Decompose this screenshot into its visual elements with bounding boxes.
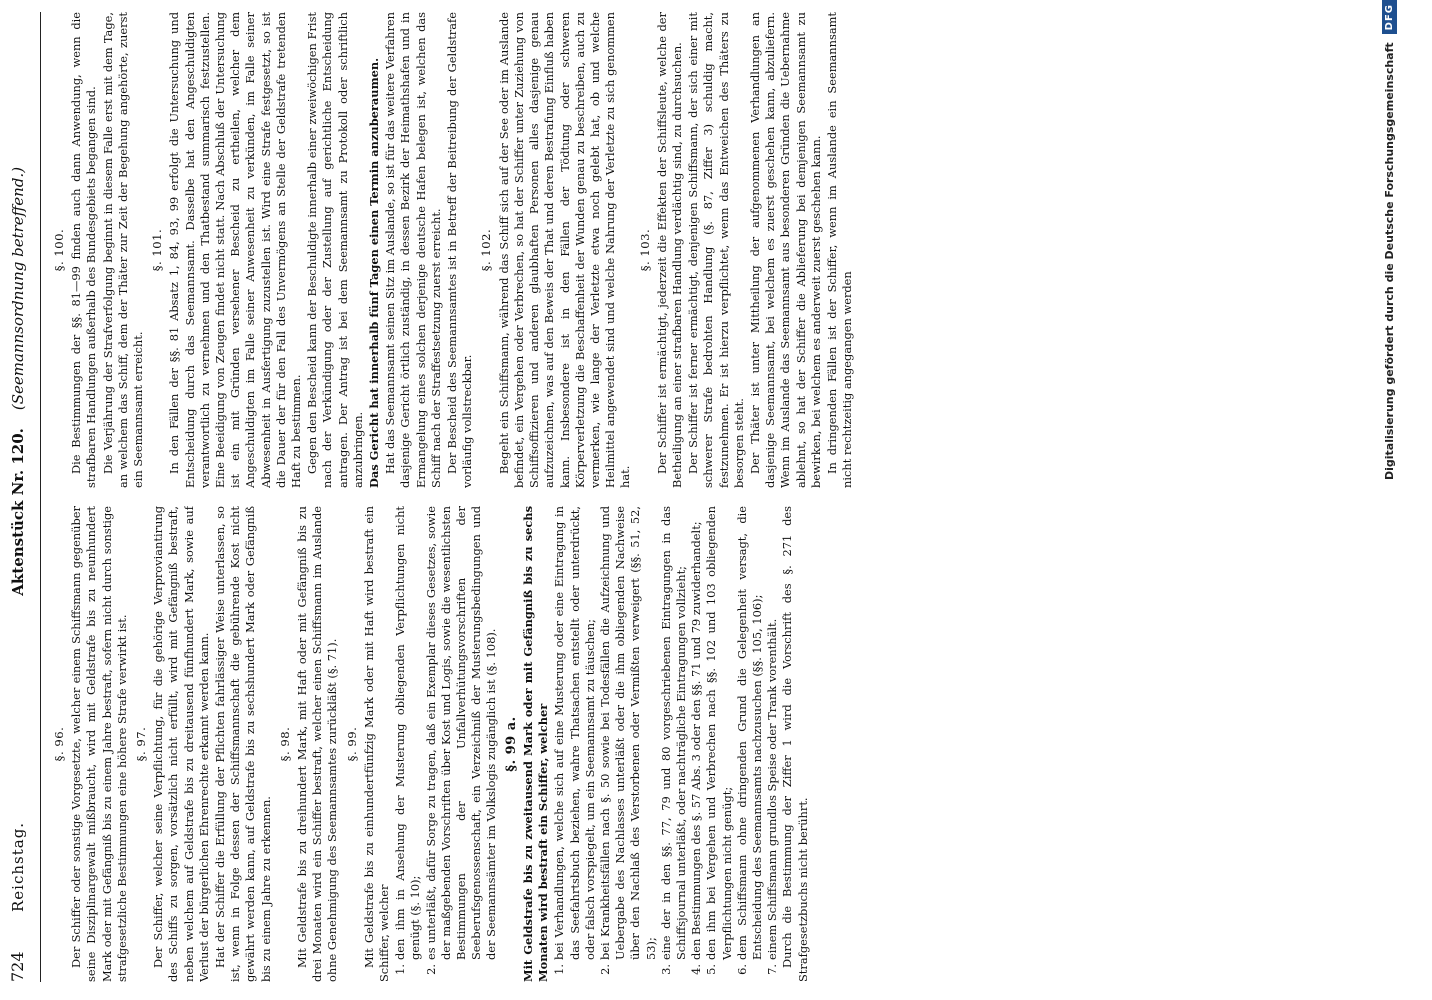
list-item-text: es unterläßt, dafür Sorge zu tragen, daß ein Exemplar dieses Gesetzes, sowie der maßgebenden Vorschriften über Kost und Logis, sowie die wesentlichsten Bestimmungen der Unfallverhütungsvorschriften der Seeberufsgenossenschaft, ein Verzeichniß der Musterungsbedingungen und der Seemannsämter im Volkslogis zugänglich ist (§. 108). xyxy=(423,506,499,960)
paragraph: Der Bescheid des Seemannsamtes ist in Betreff der Beitreibung der Geldstrafe vorläufig vollstreckbar. xyxy=(445,12,475,488)
list-item-text: einem Schiffsmann grundlos Speise oder Trank vorenthält. xyxy=(765,618,780,960)
text-columns xyxy=(48,12,1432,982)
list-item: 6. dem Schiffsmann ohne dringenden Grund die Gelegenheit versagt, die Entscheidung des Seemannsamts nachzusuchen (§§. 105, 106); xyxy=(734,506,764,975)
aktenstueck-label: Aktenstück Nr. 120. xyxy=(9,428,27,596)
section-title: §. 96. xyxy=(52,726,66,762)
list-item-text: dem Schiffsmann ohne dringenden Grund die Gelegenheit versagt, die Entscheidung des Seemannsamts nachzusuchen (§§. 105, 106); xyxy=(734,506,764,960)
list-item: 5. den ihm bei Vergehen und Verbrechen nach §§. 102 und 103 obliegenden Verpflichtungen nicht genügt; xyxy=(704,506,734,975)
section-title: §. 102. xyxy=(479,228,494,272)
section-title: §. 103. xyxy=(637,228,652,272)
list-item-text: bei Verhandlungen, welche sich auf eine Musterung oder eine Eintragung in das Seefahrtsbuch beziehen, wahre Thatsachen entstellt oder unterdrückt, oder falsch vorspiegelt, um ein Seemannsamt zu täuschen; xyxy=(552,506,597,960)
paragraph: In den Fällen der §§. 81 Absatz 1, 84, 93, 99 erfolgt die Untersuchung und Entscheidung durch das Seemannsamt. Dasselbe hat den Angeschuldigten verantwortlich zu vernehmen und den Thatbestand summarisch festzustellen. Eine Beeidigung von Zeugen findet nicht statt. Nach Abschluß der Untersuchung ist ein mit Gründen versehener Bescheid zu ertheilen, welcher dem Angeschuldigten im Falle seiner Anwesenheit zu verkünden, im Falle seiner Abwesenheit in Ausfertigung zuzustellen ist. Wird eine Strafe festgesetzt, so ist die Dauer der für den Fall des Unvermögens an Stelle der Geldstrafe tretenden Haft zu bestimmen. xyxy=(167,12,304,488)
section-title: §. 97. xyxy=(134,726,149,762)
page-header xyxy=(8,12,36,982)
left-column xyxy=(48,506,1432,982)
digitization-footer xyxy=(1364,0,1414,1000)
list-item-text: den ihm bei Vergehen und Verbrechen nach §§. 102 und 103 obliegenden Verpflichtungen nicht genügt; xyxy=(704,506,734,960)
list-item-text: den ihm in Ansehung der Musterung obliegenden Verpflichtungen nicht genügt (§. 10); xyxy=(393,506,423,960)
list-item-text: den Bestimmungen des §. 57 Abs. 3 oder den §§. 71 und 79 zuwiderhandelt; xyxy=(689,521,704,960)
paragraph: Mit Geldstrafe bis zu einhundertfünfzig Mark oder mit Haft wird bestraft ein Schiffer, welcher xyxy=(361,506,392,982)
paragraph: Der Schiffer oder sonstige Vorgesetzte, welcher einem Schiffsmann gegenüber seine Disziplinargewalt mißbraucht, wird mit Geldstrafe bis zu neunhundert Mark oder mit Gefängniß bis zu einem Jahre bestraft, sofern nicht durch sonstige strafgesetzliche Bestimmungen eine höhere Strafe verwirkt ist. xyxy=(69,506,129,982)
page-number: 724 xyxy=(8,951,27,982)
digitization-note: Digitalisierung gefördert durch die Deutsche Forschungsgemeinschaft xyxy=(1382,42,1396,481)
ordnung-label: (Seemannsordnung betreffend.) xyxy=(9,166,27,411)
section-title: §. 100. xyxy=(52,228,66,272)
section-title: §. 101. xyxy=(150,228,165,272)
list-item: 7. einem Schiffsmann grundlos Speise oder Trank vorenthält. xyxy=(765,506,780,982)
paragraph: Hat der Schiffer die Erfüllung der Pflichten fahrlässiger Weise unterlassen, so ist, wenn in Folge dessen der Schiffsmannschaft die gebührende Kost nicht gewährt werden kann, auf Geldstrafe bis zu sechshundert Mark oder Gefängniß bis zu einem Jahre zu erkennen. xyxy=(213,506,273,982)
paragraph: Durch die Bestimmung der Ziffer 1 wird die Vorschrift des §. 271 des Strafgesetzbuchs nicht berührt. xyxy=(780,506,810,982)
paragraph: In dringenden Fällen ist der Schiffer, wenn im Auslande ein Seemannsamt nicht rechtzeitig angegangen werden xyxy=(824,12,855,488)
header-rule xyxy=(40,12,41,982)
dfg-logo: DFG xyxy=(1382,0,1397,34)
list-item: 4. den Bestimmungen des §. 57 Abs. 3 oder den §§. 71 und 79 zuwiderhandelt; xyxy=(689,506,704,982)
paragraph: Gegen den Bescheid kann der Beschuldigte innerhalb einer zweiwöchigen Frist nach der Verkündigung oder der Zustellung auf gerichtliche Entscheidung antragen. Der Antrag ist bei dem Seemannsamt zu Protokoll oder schriftlich anzubringen. xyxy=(305,12,365,488)
section-title: §. 98. xyxy=(277,726,292,762)
list-item: 2. bei Krankheitsfällen nach §. 50 sowie bei Todesfällen die Aufzeichnung und Uebergabe des Nachlasses unterläßt oder die ihm obliegenden Nachweise über den Nachlaß des Verstorbenen oder Vermißten verweigert (§§. 51, 52, 53); xyxy=(597,506,658,975)
list-item: 3. eine der in den §§. 77, 79 und 80 vorgeschriebenen Eintragungen in das Schiffsjournal unterläßt, oder nachträgliche Eintragungen vollzieht; xyxy=(658,506,688,975)
section-title: §. 99. xyxy=(344,726,359,762)
list-item: 2. es unterläßt, dafür Sorge zu tragen, daß ein Exemplar dieses Gesetzes, sowie der maßgebenden Vorschriften über Kost und Logis, sowie die wesentlichsten Bestimmungen der Unfallverhütungsvorschriften der Seeberufsgenossenschaft, ein Verzeichniß der Musterungsbedingungen und der Seemannsämter im Volkslogis zugänglich ist (§. 108). xyxy=(423,506,499,975)
right-column xyxy=(48,12,1432,488)
list-item: 1. bei Verhandlungen, welche sich auf eine Musterung oder eine Eintragung in das Seefahrtsbuch beziehen, wahre Thatsachen entstellt oder unterdrückt, oder falsch vorspiegelt, um ein Seemannsamt zu täuschen; xyxy=(552,506,597,975)
list-item: 1. den ihm in Ansehung der Musterung obliegenden Verpflichtungen nicht genügt (§. 10); xyxy=(393,506,423,975)
paragraph: Mit Geldstrafe bis zu dreihundert Mark, mit Haft oder mit Gefängniß bis zu drei Monaten wird ein Schiffer bestraft, welcher einen Schiffsmann im Auslande ohne Genehmigung des Seemannsamtes zurückläßt (§. 71). xyxy=(295,506,340,982)
running-title: Reichstag. xyxy=(9,821,27,912)
paragraph: Die Verjährung der Strafverfolgung beginnt in diesem Falle erst mit dem Tage, an welchem das Schiff, dem der Thäter zur Zeit der Begehung angehörte, zuerst ein Seemannsamt erreicht. xyxy=(100,12,146,488)
paragraph: Die Bestimmungen der §§. 81—99 finden auch dann Anwendung, wenn die strafbaren Handlungen außerhalb des Bundesgebiets begangen sind. xyxy=(69,12,99,488)
paragraph: Hat das Seemannsamt seinen Sitz im Auslande, so ist für das weitere Verfahren dasjenige Gericht örtlich zuständig, in dessen Bezirk der Heimathshafen und in Ermangelung eines solchen derjenige deutsche Hafen belegen ist, welchen das Schiff nach der Straffestsetzung zuerst erreicht. xyxy=(383,12,443,488)
paragraph: Der Schiffer ist ferner ermächtigt, denjenigen Schiffsmann, der sich einer mit schwerer Strafe bedrohten Handlung (§. 87, Ziffer 3) schuldig macht, festzunehmen. Er ist hierzu verpflichtet, wenn das Entweichen des Thäters zu besorgen steht. xyxy=(686,12,746,488)
paragraph: Der Thäter ist unter Mittheilung der aufgenommenen Verhandlungen an dasjenige Seemannsamt, bei welchem es zuerst geschehen kann, abzuliefern. Wenn im Auslande das Seemannsamt aus besonderen Gründen die Uebernahme ablehnt, so hat der Schiffer die Ablieferung bei demjenigen Seemannsamt zu bewirken, bei welchem es anderweit zuerst geschehen kann. xyxy=(747,12,823,488)
paragraph: Der Schiffer, welcher seine Verpflichtung, für die gehörige Verproviantirung des Schiffs zu sorgen, vorsätzlich nicht erfüllt, wird mit Gefängniß bestraft, neben welchem auf Geldstrafe bis zu dreitausend fünfhundert Mark, sowie auf Verlust der bürgerlichen Ehrenrechte erkannt werden kann. xyxy=(151,506,211,982)
list-item-text: eine der in den §§. 77, 79 und 80 vorgeschriebenen Eintragungen in das Schiffsjournal unterläßt, oder nachträgliche Eintragungen vollzieht; xyxy=(658,506,688,960)
section-title: §. 99 a. xyxy=(503,716,519,772)
paragraph: Mit Geldstrafe bis zu zweitausend Mark oder mit Gefängniß bis zu sechs Monaten wird bestraft ein Schiffer, welcher xyxy=(520,506,551,982)
list-item-text: bei Krankheitsfällen nach §. 50 sowie bei Todesfällen die Aufzeichnung und Uebergabe des Nachlasses unterläßt oder die ihm obliegenden Nachweise über den Nachlaß des Verstorbenen oder Vermißten verweigert (§§. 51, 52, 53); xyxy=(597,506,658,960)
paragraph-bold: Das Gericht hat innerhalb fünf Tagen einen Termin anzuberaumen. xyxy=(367,57,382,488)
paragraph: Der Schiffer ist ermächtigt, jederzeit die Effekten der Schiffsleute, welche der Betheiligung an einer strafbaren Handlung verdächtig sind, zu durchsuchen. xyxy=(654,12,684,488)
paragraph: Begeht ein Schiffsmann, während das Schiff sich auf der See oder im Auslande befindet, ein Vergehen oder Verbrechen, so hat der Schiffer unter Zuziehung von Schiffsoffizieren und anderen glaubhaften Personen alles dasjenige genau aufzuzeichnen, was auf den Beweis der That und deren Bestrafung Einfluß haben kann. Insbesondere ist in den Fällen der Tödtung oder schweren Körperverletzung die Beschaffenheit der Wunden genau zu beschreiben, auch zu vermerken, wie lange der Verletzte etwa noch gelebt hat, ob und welche Heilmittel angewendet sind und welche Nahrung der Verletzte zu sich genommen hat. xyxy=(496,12,633,488)
